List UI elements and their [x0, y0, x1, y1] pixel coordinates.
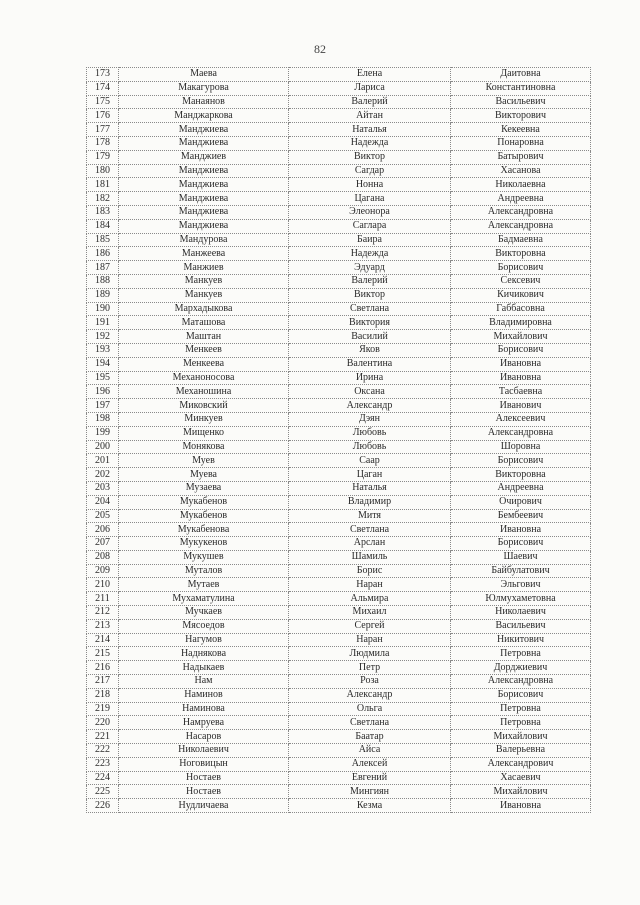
patronymic-cell: Ивановна — [451, 371, 591, 385]
table-row — [87, 730, 591, 744]
first-name-cell: Нонна — [289, 178, 451, 192]
first-name-cell: Саар — [289, 454, 451, 468]
table-row — [87, 178, 591, 192]
table-row — [87, 274, 591, 288]
patronymic-cell: Петровна — [451, 702, 591, 716]
row-number-cell: 202 — [87, 468, 119, 482]
first-name-cell: Александр — [289, 688, 451, 702]
table-row — [87, 288, 591, 302]
first-name-cell: Евгений — [289, 771, 451, 785]
surname-cell: Минкуев — [119, 412, 289, 426]
surname-cell: Мукабенов — [119, 509, 289, 523]
row-number-cell: 205 — [87, 509, 119, 523]
table-row — [87, 426, 591, 440]
table-row — [87, 233, 591, 247]
surname-cell: Механоносова — [119, 371, 289, 385]
row-number-cell: 175 — [87, 95, 119, 109]
patronymic-cell: Викторовна — [451, 247, 591, 261]
surname-cell: Манджиева — [119, 136, 289, 150]
surname-cell: Менкеева — [119, 357, 289, 371]
surname-cell: Мухаматулина — [119, 592, 289, 606]
first-name-cell: Цагана — [289, 192, 451, 206]
row-number-cell: 180 — [87, 164, 119, 178]
first-name-cell: Алексей — [289, 757, 451, 771]
table-row — [87, 440, 591, 454]
row-number-cell: 195 — [87, 371, 119, 385]
first-name-cell: Василий — [289, 330, 451, 344]
patronymic-cell: Васильевич — [451, 95, 591, 109]
surname-cell: Муева — [119, 468, 289, 482]
surname-cell: Маева — [119, 68, 289, 82]
table-row — [87, 564, 591, 578]
first-name-cell: Баира — [289, 233, 451, 247]
surname-cell: Манжеева — [119, 247, 289, 261]
row-number-cell: 222 — [87, 744, 119, 758]
row-number-cell: 225 — [87, 785, 119, 799]
patronymic-cell: Сексевич — [451, 274, 591, 288]
surname-cell: Манжиев — [119, 261, 289, 275]
table-row — [87, 744, 591, 758]
table-row — [87, 702, 591, 716]
surname-cell: Нам — [119, 675, 289, 689]
patronymic-cell: Васильевич — [451, 619, 591, 633]
first-name-cell: Александр — [289, 399, 451, 413]
surname-cell: Надыкаев — [119, 661, 289, 675]
surname-cell: Ностаев — [119, 785, 289, 799]
first-name-cell: Наталья — [289, 123, 451, 137]
table-row — [87, 771, 591, 785]
table-row — [87, 164, 591, 178]
table-row — [87, 261, 591, 275]
surname-cell: Манджаркова — [119, 109, 289, 123]
table-row — [87, 633, 591, 647]
first-name-cell: Лариса — [289, 81, 451, 95]
row-number-cell: 184 — [87, 219, 119, 233]
table-row — [87, 523, 591, 537]
first-name-cell: Мингиян — [289, 785, 451, 799]
first-name-cell: Виктория — [289, 316, 451, 330]
surname-cell: Мукабенова — [119, 523, 289, 537]
row-number-cell: 193 — [87, 343, 119, 357]
row-number-cell: 212 — [87, 606, 119, 620]
row-number-cell: 215 — [87, 647, 119, 661]
page-number: 82 — [314, 42, 326, 56]
surname-cell: Муталов — [119, 564, 289, 578]
surname-cell: Мукушев — [119, 550, 289, 564]
table-row — [87, 454, 591, 468]
row-number-cell: 220 — [87, 716, 119, 730]
surname-cell: Макагурова — [119, 81, 289, 95]
surname-cell: Механошина — [119, 385, 289, 399]
patronymic-cell: Борисович — [451, 261, 591, 275]
patronymic-cell: Борисович — [451, 343, 591, 357]
row-number-cell: 219 — [87, 702, 119, 716]
surname-cell: Нудличаева — [119, 799, 289, 813]
row-number-cell: 178 — [87, 136, 119, 150]
patronymic-cell: Александровна — [451, 675, 591, 689]
table-row — [87, 606, 591, 620]
row-number-cell: 176 — [87, 109, 119, 123]
first-name-cell: Эдуард — [289, 261, 451, 275]
patronymic-cell: Понаровна — [451, 136, 591, 150]
table-row — [87, 578, 591, 592]
name-list-body — [87, 68, 591, 813]
table-row — [87, 675, 591, 689]
table-row — [87, 495, 591, 509]
patronymic-cell: Дорджиевич — [451, 661, 591, 675]
surname-cell: Манаянов — [119, 95, 289, 109]
surname-cell: Монякова — [119, 440, 289, 454]
patronymic-cell: Юлмухаметовна — [451, 592, 591, 606]
table-row — [87, 205, 591, 219]
patronymic-cell: Кичикович — [451, 288, 591, 302]
patronymic-cell: Андреевна — [451, 192, 591, 206]
row-number-cell: 199 — [87, 426, 119, 440]
table-row — [87, 109, 591, 123]
patronymic-cell: Эльгович — [451, 578, 591, 592]
table-row — [87, 136, 591, 150]
patronymic-cell: Викторовна — [451, 468, 591, 482]
first-name-cell: Шамиль — [289, 550, 451, 564]
row-number-cell: 200 — [87, 440, 119, 454]
first-name-cell: Айтан — [289, 109, 451, 123]
first-name-cell: Баатар — [289, 730, 451, 744]
table-row — [87, 302, 591, 316]
table-row — [87, 661, 591, 675]
patronymic-cell: Андреевна — [451, 481, 591, 495]
first-name-cell: Сергей — [289, 619, 451, 633]
patronymic-cell: Батырович — [451, 150, 591, 164]
row-number-cell: 198 — [87, 412, 119, 426]
row-number-cell: 223 — [87, 757, 119, 771]
surname-cell: Насаров — [119, 730, 289, 744]
first-name-cell: Наран — [289, 578, 451, 592]
row-number-cell: 190 — [87, 302, 119, 316]
table-row — [87, 647, 591, 661]
surname-cell: Мутаев — [119, 578, 289, 592]
row-number-cell: 196 — [87, 385, 119, 399]
patronymic-cell: Бадмаевна — [451, 233, 591, 247]
patronymic-cell: Александровна — [451, 426, 591, 440]
surname-cell: Манджиева — [119, 123, 289, 137]
row-number-cell: 186 — [87, 247, 119, 261]
table-row — [87, 688, 591, 702]
first-name-cell: Светлана — [289, 523, 451, 537]
row-number-cell: 197 — [87, 399, 119, 413]
patronymic-cell: Михайлович — [451, 730, 591, 744]
row-number-cell: 221 — [87, 730, 119, 744]
table-row — [87, 330, 591, 344]
patronymic-cell: Хасанова — [451, 164, 591, 178]
surname-cell: Мукабенов — [119, 495, 289, 509]
patronymic-cell: Александровна — [451, 205, 591, 219]
surname-cell: Наминова — [119, 702, 289, 716]
first-name-cell: Дэян — [289, 412, 451, 426]
patronymic-cell: Тасбаевна — [451, 385, 591, 399]
first-name-cell: Любовь — [289, 426, 451, 440]
first-name-cell: Михаил — [289, 606, 451, 620]
first-name-cell: Елена — [289, 68, 451, 82]
table-row — [87, 150, 591, 164]
row-number-cell: 192 — [87, 330, 119, 344]
patronymic-cell: Константиновна — [451, 81, 591, 95]
table-row — [87, 509, 591, 523]
surname-cell: Мандурова — [119, 233, 289, 247]
patronymic-cell: Валерьевна — [451, 744, 591, 758]
surname-cell: Манджиева — [119, 164, 289, 178]
first-name-cell: Людмила — [289, 647, 451, 661]
row-number-cell: 208 — [87, 550, 119, 564]
surname-cell: Манджиев — [119, 150, 289, 164]
row-number-cell: 194 — [87, 357, 119, 371]
patronymic-cell: Борисович — [451, 454, 591, 468]
first-name-cell: Виктор — [289, 288, 451, 302]
first-name-cell: Митя — [289, 509, 451, 523]
surname-cell: Мархадыкова — [119, 302, 289, 316]
surname-cell: Муев — [119, 454, 289, 468]
row-number-cell: 209 — [87, 564, 119, 578]
table-row — [87, 316, 591, 330]
table-row — [87, 123, 591, 137]
table-row — [87, 619, 591, 633]
patronymic-cell: Даитовна — [451, 68, 591, 82]
patronymic-cell: Викторович — [451, 109, 591, 123]
first-name-cell: Надежда — [289, 136, 451, 150]
table-row — [87, 385, 591, 399]
patronymic-cell: Ивановна — [451, 523, 591, 537]
row-number-cell: 174 — [87, 81, 119, 95]
surname-cell: Наднякова — [119, 647, 289, 661]
surname-cell: Манджиева — [119, 219, 289, 233]
table-row — [87, 785, 591, 799]
table-row — [87, 550, 591, 564]
patronymic-cell: Байбулатович — [451, 564, 591, 578]
row-number-cell: 224 — [87, 771, 119, 785]
name-list-table — [86, 67, 591, 813]
table-row — [87, 219, 591, 233]
table-row — [87, 716, 591, 730]
first-name-cell: Цаган — [289, 468, 451, 482]
table-row — [87, 68, 591, 82]
surname-cell: Манкуев — [119, 274, 289, 288]
table-row — [87, 468, 591, 482]
surname-cell: Мясоедов — [119, 619, 289, 633]
row-number-cell: 204 — [87, 495, 119, 509]
surname-cell: Маштан — [119, 330, 289, 344]
table-row — [87, 537, 591, 551]
patronymic-cell: Петровна — [451, 716, 591, 730]
surname-cell: Намруева — [119, 716, 289, 730]
row-number-cell: 189 — [87, 288, 119, 302]
row-number-cell: 203 — [87, 481, 119, 495]
first-name-cell: Надежда — [289, 247, 451, 261]
table-row — [87, 399, 591, 413]
surname-cell: Манкуев — [119, 288, 289, 302]
first-name-cell: Сагдар — [289, 164, 451, 178]
row-number-cell: 216 — [87, 661, 119, 675]
surname-cell: Ностаев — [119, 771, 289, 785]
patronymic-cell: Шоровна — [451, 440, 591, 454]
surname-cell: Манджиева — [119, 205, 289, 219]
first-name-cell: Владимир — [289, 495, 451, 509]
table-row — [87, 799, 591, 813]
first-name-cell: Светлана — [289, 716, 451, 730]
first-name-cell: Саглара — [289, 219, 451, 233]
first-name-cell: Любовь — [289, 440, 451, 454]
row-number-cell: 173 — [87, 68, 119, 82]
first-name-cell: Роза — [289, 675, 451, 689]
table-row — [87, 592, 591, 606]
first-name-cell: Валентина — [289, 357, 451, 371]
patronymic-cell: Хасаевич — [451, 771, 591, 785]
row-number-cell: 182 — [87, 192, 119, 206]
patronymic-cell: Борисович — [451, 688, 591, 702]
row-number-cell: 185 — [87, 233, 119, 247]
patronymic-cell: Иванович — [451, 399, 591, 413]
table-row — [87, 412, 591, 426]
row-number-cell: 181 — [87, 178, 119, 192]
row-number-cell: 217 — [87, 675, 119, 689]
surname-cell: Мищенко — [119, 426, 289, 440]
first-name-cell: Петр — [289, 661, 451, 675]
row-number-cell: 211 — [87, 592, 119, 606]
table-row — [87, 481, 591, 495]
surname-cell: Ноговицын — [119, 757, 289, 771]
patronymic-cell: Шаевич — [451, 550, 591, 564]
patronymic-cell: Габбасовна — [451, 302, 591, 316]
first-name-cell: Наталья — [289, 481, 451, 495]
patronymic-cell: Очирович — [451, 495, 591, 509]
row-number-cell: 218 — [87, 688, 119, 702]
first-name-cell: Виктор — [289, 150, 451, 164]
first-name-cell: Валерий — [289, 95, 451, 109]
row-number-cell: 206 — [87, 523, 119, 537]
surname-cell: Николаевич — [119, 744, 289, 758]
table-row — [87, 343, 591, 357]
patronymic-cell: Борисович — [451, 537, 591, 551]
row-number-cell: 179 — [87, 150, 119, 164]
surname-cell: Мукукенов — [119, 537, 289, 551]
first-name-cell: Борис — [289, 564, 451, 578]
patronymic-cell: Ивановна — [451, 799, 591, 813]
surname-cell: Нагумов — [119, 633, 289, 647]
table-row — [87, 247, 591, 261]
first-name-cell: Ирина — [289, 371, 451, 385]
patronymic-cell: Михайлович — [451, 785, 591, 799]
row-number-cell: 201 — [87, 454, 119, 468]
patronymic-cell: Никитович — [451, 633, 591, 647]
row-number-cell: 191 — [87, 316, 119, 330]
row-number-cell: 214 — [87, 633, 119, 647]
table-row — [87, 95, 591, 109]
first-name-cell: Ольга — [289, 702, 451, 716]
patronymic-cell: Алексеевич — [451, 412, 591, 426]
surname-cell: Манджиева — [119, 192, 289, 206]
first-name-cell: Арслан — [289, 537, 451, 551]
row-number-cell: 210 — [87, 578, 119, 592]
first-name-cell: Светлана — [289, 302, 451, 316]
row-number-cell: 188 — [87, 274, 119, 288]
first-name-cell: Элеонора — [289, 205, 451, 219]
row-number-cell: 177 — [87, 123, 119, 137]
table-row — [87, 192, 591, 206]
first-name-cell: Наран — [289, 633, 451, 647]
surname-cell: Наминов — [119, 688, 289, 702]
patronymic-cell: Владимировна — [451, 316, 591, 330]
patronymic-cell: Михайлович — [451, 330, 591, 344]
patronymic-cell: Александровна — [451, 219, 591, 233]
first-name-cell: Валерий — [289, 274, 451, 288]
table-row — [87, 357, 591, 371]
first-name-cell: Альмира — [289, 592, 451, 606]
row-number-cell: 183 — [87, 205, 119, 219]
patronymic-cell: Николаевич — [451, 606, 591, 620]
first-name-cell: Айса — [289, 744, 451, 758]
patronymic-cell: Александрович — [451, 757, 591, 771]
patronymic-cell: Петровна — [451, 647, 591, 661]
patronymic-cell: Кекеевна — [451, 123, 591, 137]
first-name-cell: Оксана — [289, 385, 451, 399]
surname-cell: Менкеев — [119, 343, 289, 357]
patronymic-cell: Бембеевич — [451, 509, 591, 523]
table-row — [87, 757, 591, 771]
row-number-cell: 226 — [87, 799, 119, 813]
patronymic-cell: Николаевна — [451, 178, 591, 192]
first-name-cell: Кезма — [289, 799, 451, 813]
first-name-cell: Яков — [289, 343, 451, 357]
surname-cell: Миковский — [119, 399, 289, 413]
row-number-cell: 213 — [87, 619, 119, 633]
table-row — [87, 371, 591, 385]
row-number-cell: 207 — [87, 537, 119, 551]
patronymic-cell: Ивановна — [451, 357, 591, 371]
surname-cell: Мучкаев — [119, 606, 289, 620]
surname-cell: Музаева — [119, 481, 289, 495]
surname-cell: Манджиева — [119, 178, 289, 192]
surname-cell: Маташова — [119, 316, 289, 330]
row-number-cell: 187 — [87, 261, 119, 275]
table-row — [87, 81, 591, 95]
